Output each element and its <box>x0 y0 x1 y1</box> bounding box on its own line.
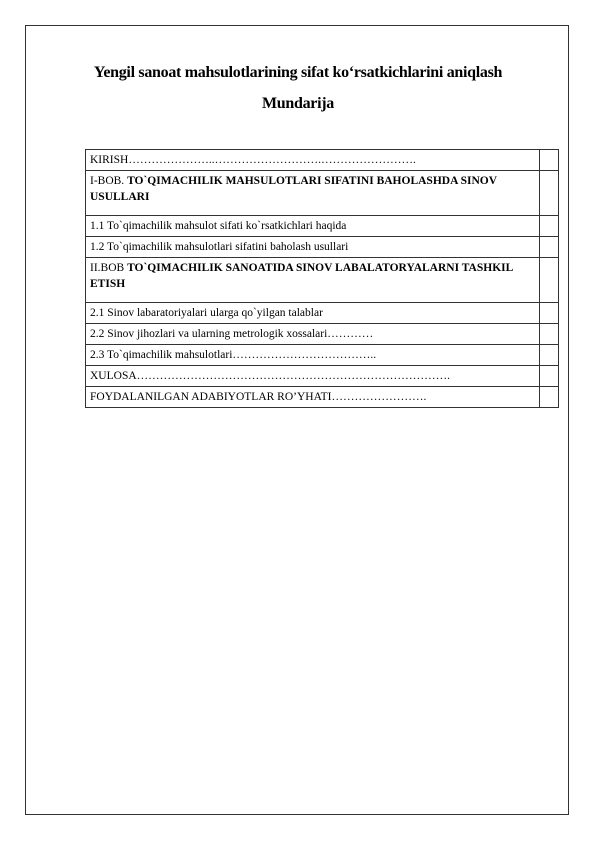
toc-row-1-2 <box>86 237 559 258</box>
toc-row-2-2 <box>86 324 559 345</box>
toc-entry-2-3: 2.3 To`qimachilik mahsulotlari……………………………….. <box>86 345 540 366</box>
contents-heading: Mundarija <box>262 95 334 112</box>
toc-page-cell <box>540 237 559 258</box>
toc-row-xulosa <box>86 366 559 387</box>
table-of-contents <box>85 149 559 408</box>
toc-entry-foydalanilgan: FOYDALANILGAN ADABIYOTLAR RO’YHATI……………………. <box>86 387 540 408</box>
toc-entry-2-2: 2.2 Sinov jihozlari va ularning metrologik xossalari………… <box>86 324 540 345</box>
toc-page-cell <box>540 366 559 387</box>
chapter-1-prefix: I-BOB. <box>90 175 128 187</box>
chapter-2-title: TO`QIMACHILIK SANOATIDA SINOV LABALATORYALARNI TASHKIL ETISH <box>90 262 513 290</box>
toc-page-cell <box>540 150 559 171</box>
toc-page-cell <box>540 324 559 345</box>
toc-page-cell <box>540 216 559 237</box>
toc-page-cell <box>540 258 559 303</box>
toc-page-cell <box>540 303 559 324</box>
toc-row-1-1 <box>86 216 559 237</box>
document-title: Yengil sanoat mahsulotlarining sifat ko‘rsatkichlarini aniqlash <box>93 64 503 81</box>
toc-row-kirish <box>86 150 559 171</box>
toc-entry-1-1: 1.1 To`qimachilik mahsulot sifati ko`rsatkichlari haqida <box>86 216 540 237</box>
toc-entry-1-2: 1.2 To`qimachilik mahsulotlari sifatini baholash usullari <box>86 237 540 258</box>
toc-entry-xulosa: XULOSA………………………………………………………………………. <box>86 366 540 387</box>
page-border <box>25 25 569 815</box>
toc-row-chapter-2 <box>86 258 559 303</box>
toc-page-cell <box>540 387 559 408</box>
chapter-2-prefix: II.BOB <box>90 262 128 274</box>
toc-page-cell <box>540 171 559 216</box>
toc-entry-kirish: KIRISH…………………..……………………….……………………. <box>86 150 540 171</box>
toc-page-cell <box>540 345 559 366</box>
toc-entry-2-1: 2.1 Sinov labaratoriyalari ularga qo`yilgan talablar <box>86 303 540 324</box>
toc-row-2-3 <box>86 345 559 366</box>
toc-entry-chapter-2 <box>86 258 540 303</box>
chapter-1-title: TO`QIMACHILIK MAHSULOTLARI SIFATINI BAHOLASHDA SINOV USULLARI <box>90 175 497 203</box>
toc-row-foydalanilgan <box>86 387 559 408</box>
toc-row-chapter-1 <box>86 171 559 216</box>
toc-entry-chapter-1 <box>86 171 540 216</box>
toc-row-2-1 <box>86 303 559 324</box>
